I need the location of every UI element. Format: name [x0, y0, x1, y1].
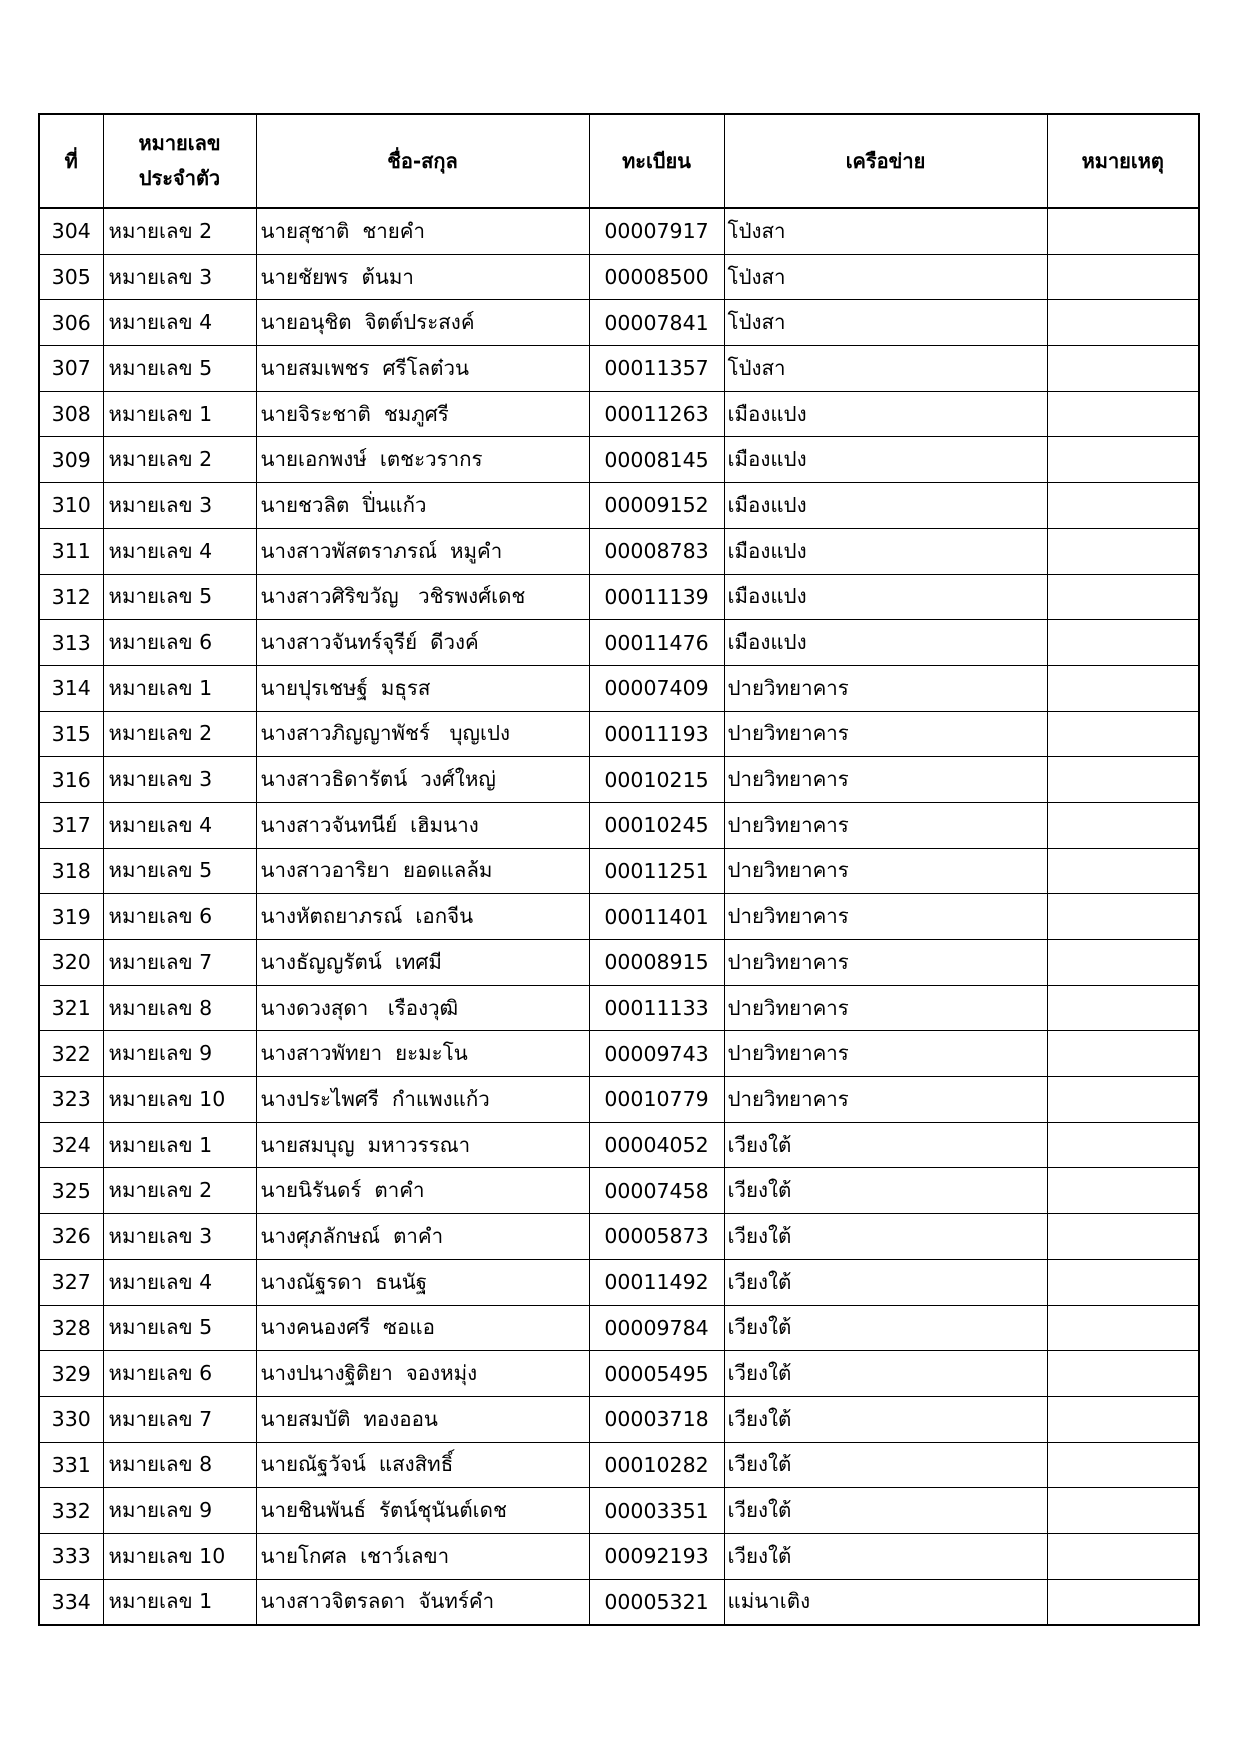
cell-remark: [1047, 208, 1199, 254]
cell-id: หมายเลข 2: [103, 437, 256, 483]
cell-id: หมายเลข 4: [103, 528, 256, 574]
table-row: [39, 1533, 1199, 1579]
cell-name: นายเอกพงษ์ เตชะวรากร: [256, 437, 589, 483]
header-id-line1: หมายเลข: [138, 131, 221, 155]
cell-reg: 00005873: [589, 1214, 724, 1260]
cell-reg: 00007409: [589, 665, 724, 711]
cell-reg: 00011357: [589, 346, 724, 392]
cell-remark: [1047, 528, 1199, 574]
cell-network: เวียงใต้: [724, 1122, 1047, 1168]
table-header: [39, 114, 1199, 208]
table-row: [39, 1442, 1199, 1488]
cell-reg: 00010245: [589, 802, 724, 848]
cell-id: หมายเลข 2: [103, 208, 256, 254]
cell-name: นายชินพันธ์ รัตน์ชุนันต์เดช: [256, 1488, 589, 1534]
cell-no: 323: [39, 1077, 103, 1123]
table-row: [39, 1351, 1199, 1397]
cell-network: เมืองแปง: [724, 574, 1047, 620]
cell-no: 318: [39, 848, 103, 894]
cell-name: นายสมเพชร ศรีโลต๋วน: [256, 346, 589, 392]
cell-network: โป่งสา: [724, 346, 1047, 392]
header-id: [103, 114, 256, 208]
cell-id: หมายเลข 7: [103, 940, 256, 986]
cell-reg: 00009784: [589, 1305, 724, 1351]
cell-id: หมายเลข 5: [103, 848, 256, 894]
cell-remark: [1047, 437, 1199, 483]
header-reg: ทะเบียน: [589, 114, 724, 208]
cell-reg: 00011193: [589, 711, 724, 757]
cell-id: หมายเลข 6: [103, 894, 256, 940]
cell-reg: 00004052: [589, 1122, 724, 1168]
cell-no: 313: [39, 620, 103, 666]
cell-id: หมายเลข 9: [103, 1031, 256, 1077]
cell-network: เวียงใต้: [724, 1214, 1047, 1260]
cell-no: 319: [39, 894, 103, 940]
table-row: [39, 1031, 1199, 1077]
cell-name: นางสาวอาริยา ยอดแลล้ม: [256, 848, 589, 894]
cell-id: หมายเลข 3: [103, 254, 256, 300]
cell-network: เมืองแปง: [724, 483, 1047, 529]
cell-name: นางสาวจิตรลดา จันทร์คำ: [256, 1579, 589, 1625]
cell-network: เวียงใต้: [724, 1533, 1047, 1579]
cell-no: 315: [39, 711, 103, 757]
cell-id: หมายเลข 8: [103, 1442, 256, 1488]
cell-remark: [1047, 574, 1199, 620]
cell-network: ปายวิทยาคาร: [724, 1031, 1047, 1077]
table-row: [39, 437, 1199, 483]
cell-name: นางสาวพัทยา ยะมะโน: [256, 1031, 589, 1077]
cell-network: เวียงใต้: [724, 1396, 1047, 1442]
cell-name: นายโกศล เชาว์เลขา: [256, 1533, 589, 1579]
cell-id: หมายเลข 1: [103, 665, 256, 711]
cell-name: นายนิรันดร์ ตาคำ: [256, 1168, 589, 1214]
cell-reg: 00010779: [589, 1077, 724, 1123]
cell-remark: [1047, 1031, 1199, 1077]
cell-no: 322: [39, 1031, 103, 1077]
cell-reg: 00008783: [589, 528, 724, 574]
cell-remark: [1047, 483, 1199, 529]
header-id-line2: ประจำตัว: [138, 166, 221, 190]
cell-id: หมายเลข 10: [103, 1077, 256, 1123]
cell-reg: 00010215: [589, 757, 724, 803]
cell-name: นายชัยพร ต้นมา: [256, 254, 589, 300]
cell-reg: 00007841: [589, 300, 724, 346]
cell-no: 325: [39, 1168, 103, 1214]
table-row: [39, 1488, 1199, 1534]
cell-network: ปายวิทยาคาร: [724, 985, 1047, 1031]
cell-reg: 00011401: [589, 894, 724, 940]
cell-id: หมายเลข 4: [103, 802, 256, 848]
cell-reg: 00011139: [589, 574, 724, 620]
cell-network: ปายวิทยาคาร: [724, 894, 1047, 940]
cell-id: หมายเลข 1: [103, 391, 256, 437]
cell-network: ปายวิทยาคาร: [724, 711, 1047, 757]
table-row: [39, 848, 1199, 894]
cell-reg: 00011476: [589, 620, 724, 666]
cell-id: หมายเลข 2: [103, 711, 256, 757]
cell-network: ปายวิทยาคาร: [724, 757, 1047, 803]
table-row: [39, 528, 1199, 574]
table-row: [39, 1214, 1199, 1260]
cell-id: หมายเลข 9: [103, 1488, 256, 1534]
cell-network: ปายวิทยาคาร: [724, 802, 1047, 848]
table-row: [39, 757, 1199, 803]
cell-name: นางสาวจันทนีย์ เฮิมนาง: [256, 802, 589, 848]
cell-no: 310: [39, 483, 103, 529]
cell-remark: [1047, 1305, 1199, 1351]
cell-network: เวียงใต้: [724, 1488, 1047, 1534]
cell-no: 329: [39, 1351, 103, 1397]
table-row: [39, 802, 1199, 848]
cell-no: 331: [39, 1442, 103, 1488]
table-row: [39, 254, 1199, 300]
cell-network: เวียงใต้: [724, 1442, 1047, 1488]
cell-id: หมายเลข 3: [103, 757, 256, 803]
cell-remark: [1047, 1396, 1199, 1442]
table-row: [39, 1396, 1199, 1442]
cell-remark: [1047, 1579, 1199, 1625]
cell-reg: 00003351: [589, 1488, 724, 1534]
cell-network: โป่งสา: [724, 300, 1047, 346]
table-row: [39, 391, 1199, 437]
table-row: [39, 1259, 1199, 1305]
cell-no: 308: [39, 391, 103, 437]
cell-reg: 00011263: [589, 391, 724, 437]
cell-no: 316: [39, 757, 103, 803]
cell-reg: 00009152: [589, 483, 724, 529]
cell-remark: [1047, 1077, 1199, 1123]
cell-remark: [1047, 985, 1199, 1031]
cell-name: นางสาวภิญญาพัชร์ บุญเปง: [256, 711, 589, 757]
cell-reg: 00008500: [589, 254, 724, 300]
table-row: [39, 665, 1199, 711]
cell-remark: [1047, 1168, 1199, 1214]
cell-name: นางสาวศิริขวัญ วชิรพงศ์เดช: [256, 574, 589, 620]
cell-network: เวียงใต้: [724, 1259, 1047, 1305]
cell-remark: [1047, 346, 1199, 392]
cell-id: หมายเลข 2: [103, 1168, 256, 1214]
cell-name: นายอนุชิต จิตต์ประสงค์: [256, 300, 589, 346]
table-row: [39, 1305, 1199, 1351]
cell-remark: [1047, 1259, 1199, 1305]
cell-name: นายสมบุญ มหาวรรณา: [256, 1122, 589, 1168]
cell-network: ปายวิทยาคาร: [724, 665, 1047, 711]
cell-reg: 00011133: [589, 985, 724, 1031]
cell-id: หมายเลข 1: [103, 1579, 256, 1625]
cell-network: โป่งสา: [724, 208, 1047, 254]
table-row: [39, 1122, 1199, 1168]
cell-no: 328: [39, 1305, 103, 1351]
cell-id: หมายเลข 6: [103, 1351, 256, 1397]
cell-remark: [1047, 894, 1199, 940]
table-row: [39, 711, 1199, 757]
cell-no: 307: [39, 346, 103, 392]
cell-name: นางศุภลักษณ์ ตาคำ: [256, 1214, 589, 1260]
cell-name: นางณัฐรดา ธนนัฐ: [256, 1259, 589, 1305]
cell-network: ปายวิทยาคาร: [724, 848, 1047, 894]
cell-id: หมายเลข 4: [103, 300, 256, 346]
cell-no: 334: [39, 1579, 103, 1625]
table-row: [39, 300, 1199, 346]
cell-remark: [1047, 1442, 1199, 1488]
cell-name: นางสาวพัสตราภรณ์ หมูคำ: [256, 528, 589, 574]
cell-id: หมายเลข 8: [103, 985, 256, 1031]
table-body: [39, 208, 1199, 1625]
table-row: [39, 346, 1199, 392]
cell-id: หมายเลข 1: [103, 1122, 256, 1168]
cell-id: หมายเลข 5: [103, 574, 256, 620]
cell-reg: 00010282: [589, 1442, 724, 1488]
cell-name: นางปนางฐิติยา จองหมุ่ง: [256, 1351, 589, 1397]
cell-no: 309: [39, 437, 103, 483]
cell-network: ปายวิทยาคาร: [724, 940, 1047, 986]
table-row: [39, 1168, 1199, 1214]
cell-no: 332: [39, 1488, 103, 1534]
cell-reg: 00011251: [589, 848, 724, 894]
cell-remark: [1047, 1214, 1199, 1260]
cell-name: นายสมบัติ ทองออน: [256, 1396, 589, 1442]
cell-network: เวียงใต้: [724, 1168, 1047, 1214]
cell-name: นายณัฐวัจน์ แสงสิทธิ์: [256, 1442, 589, 1488]
cell-reg: 00007917: [589, 208, 724, 254]
cell-no: 304: [39, 208, 103, 254]
cell-remark: [1047, 665, 1199, 711]
cell-reg: 00003718: [589, 1396, 724, 1442]
cell-reg: 00009743: [589, 1031, 724, 1077]
cell-no: 324: [39, 1122, 103, 1168]
cell-remark: [1047, 254, 1199, 300]
table-row: [39, 483, 1199, 529]
cell-name: นายชวลิต ปิ่นแก้ว: [256, 483, 589, 529]
cell-id: หมายเลข 5: [103, 1305, 256, 1351]
header-no: ที่: [39, 114, 103, 208]
cell-remark: [1047, 1351, 1199, 1397]
cell-no: 317: [39, 802, 103, 848]
cell-network: ปายวิทยาคาร: [724, 1077, 1047, 1123]
cell-no: 327: [39, 1259, 103, 1305]
cell-no: 305: [39, 254, 103, 300]
cell-remark: [1047, 1488, 1199, 1534]
table-row: [39, 894, 1199, 940]
cell-network: แม่นาเติง: [724, 1579, 1047, 1625]
cell-name: นายจิระชาติ ชมภูศรี: [256, 391, 589, 437]
cell-id: หมายเลข 5: [103, 346, 256, 392]
cell-remark: [1047, 848, 1199, 894]
cell-reg: 00011492: [589, 1259, 724, 1305]
cell-network: เมืองแปง: [724, 620, 1047, 666]
header-name: ชื่อ-สกุล: [256, 114, 589, 208]
table-row: [39, 1077, 1199, 1123]
cell-no: 320: [39, 940, 103, 986]
cell-remark: [1047, 620, 1199, 666]
table-row: [39, 1579, 1199, 1625]
header-row: [39, 114, 1199, 208]
cell-no: 321: [39, 985, 103, 1031]
cell-name: นางธัญญรัตน์ เทศมี: [256, 940, 589, 986]
cell-name: นางคนองศรี ซอแอ: [256, 1305, 589, 1351]
cell-name: นายปุรเชษฐ์ มธุรส: [256, 665, 589, 711]
header-network: เครือข่าย: [724, 114, 1047, 208]
cell-no: 306: [39, 300, 103, 346]
cell-name: นางประไพศรี กำแพงแก้ว: [256, 1077, 589, 1123]
cell-network: เวียงใต้: [724, 1305, 1047, 1351]
cell-reg: 00008145: [589, 437, 724, 483]
cell-remark: [1047, 300, 1199, 346]
cell-reg: 00008915: [589, 940, 724, 986]
table-row: [39, 208, 1199, 254]
cell-no: 330: [39, 1396, 103, 1442]
cell-reg: 00005321: [589, 1579, 724, 1625]
cell-remark: [1047, 711, 1199, 757]
cell-name: นางสาวจันทร์จุรีย์ ดีวงค์: [256, 620, 589, 666]
cell-network: เมืองแปง: [724, 391, 1047, 437]
cell-remark: [1047, 1533, 1199, 1579]
cell-id: หมายเลข 4: [103, 1259, 256, 1305]
cell-network: เมืองแปง: [724, 437, 1047, 483]
table-row: [39, 940, 1199, 986]
cell-no: 311: [39, 528, 103, 574]
cell-remark: [1047, 802, 1199, 848]
cell-no: 312: [39, 574, 103, 620]
cell-no: 333: [39, 1533, 103, 1579]
cell-reg: 00005495: [589, 1351, 724, 1397]
cell-id: หมายเลข 6: [103, 620, 256, 666]
cell-name: นางหัตถยาภรณ์ เอกจีน: [256, 894, 589, 940]
cell-id: หมายเลข 7: [103, 1396, 256, 1442]
cell-remark: [1047, 757, 1199, 803]
cell-network: เวียงใต้: [724, 1351, 1047, 1397]
cell-id: หมายเลข 3: [103, 1214, 256, 1260]
cell-no: 326: [39, 1214, 103, 1260]
cell-remark: [1047, 391, 1199, 437]
table-row: [39, 574, 1199, 620]
cell-reg: 00007458: [589, 1168, 724, 1214]
table-row: [39, 985, 1199, 1031]
cell-network: โป่งสา: [724, 254, 1047, 300]
cell-remark: [1047, 940, 1199, 986]
cell-id: หมายเลข 10: [103, 1533, 256, 1579]
cell-name: นายสุชาติ ชายคำ: [256, 208, 589, 254]
cell-network: เมืองแปง: [724, 528, 1047, 574]
roster-table: [38, 113, 1200, 1626]
header-remark: หมายเหตุ: [1047, 114, 1199, 208]
cell-id: หมายเลข 3: [103, 483, 256, 529]
cell-name: นางดวงสุดา เรืองวุฒิ: [256, 985, 589, 1031]
cell-remark: [1047, 1122, 1199, 1168]
cell-reg: 00092193: [589, 1533, 724, 1579]
cell-no: 314: [39, 665, 103, 711]
cell-name: นางสาวธิดารัตน์ วงศ์ใหญ่: [256, 757, 589, 803]
table-row: [39, 620, 1199, 666]
